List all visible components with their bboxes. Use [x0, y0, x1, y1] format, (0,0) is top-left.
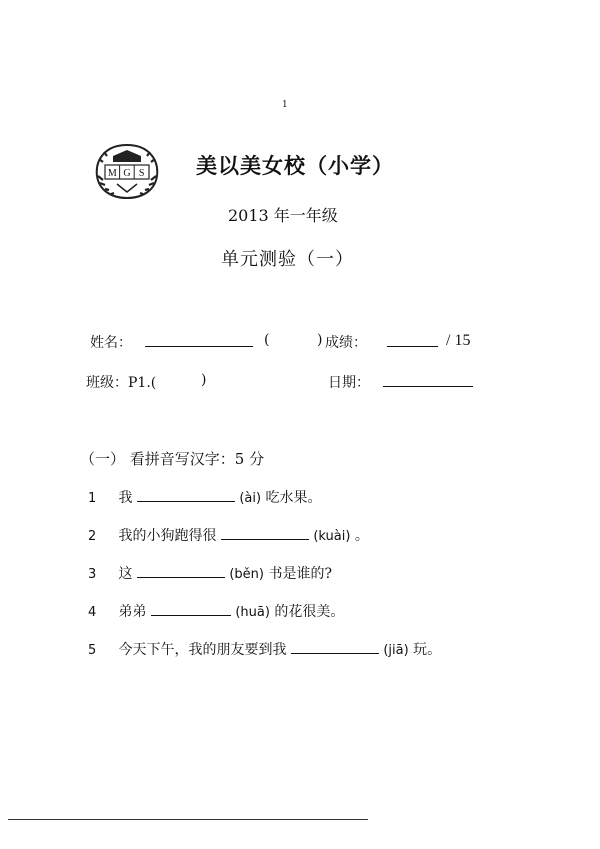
question-text-after: 吃水果。	[265, 490, 322, 506]
question-text-before: 我的小狗跑得很	[118, 528, 217, 544]
date-label: 日期：	[328, 375, 370, 391]
question-text-before: 弟弟	[118, 604, 147, 620]
question-5	[88, 639, 441, 659]
question-text-after: 书是谁的?	[268, 566, 332, 582]
pinyin-hint: (jiā)	[383, 643, 409, 658]
question-number: 5	[88, 643, 97, 658]
class-label: 班级：P1.(	[86, 375, 157, 391]
paren-close: )	[317, 332, 323, 348]
score-field[interactable]	[387, 334, 438, 347]
page-number: 1	[282, 100, 288, 110]
school-name: 美以美女校（小学）	[196, 153, 394, 178]
question-text-before: 今天下午，我的朋友要到我	[118, 642, 287, 658]
answer-blank[interactable]	[221, 527, 309, 540]
pinyin-hint: (ài)	[239, 491, 262, 506]
score-label: 成绩：	[325, 335, 367, 351]
bottom-divider	[8, 819, 368, 820]
pinyin-hint: (kuài)	[313, 529, 351, 544]
svg-text:S: S	[138, 168, 145, 179]
test-title: 单元测验（一）	[221, 249, 354, 270]
answer-blank[interactable]	[137, 565, 225, 578]
question-2	[88, 525, 369, 545]
score-total: / 15	[446, 332, 471, 349]
answer-blank[interactable]	[151, 603, 231, 616]
svg-text:G: G	[123, 168, 131, 179]
question-4	[88, 601, 344, 621]
svg-text:M: M	[107, 168, 117, 179]
question-text-after: 的花很美。	[274, 604, 345, 620]
question-number: 4	[88, 605, 97, 620]
date-field[interactable]	[383, 374, 473, 387]
pinyin-hint: (běn)	[229, 567, 264, 582]
question-text-before: 我	[118, 490, 133, 506]
name-label: 姓名：	[90, 335, 132, 351]
grade-year: 2013 年一年级	[228, 206, 338, 225]
paren-open: (	[264, 332, 270, 348]
question-text-before: 这	[118, 566, 133, 582]
school-logo	[91, 140, 163, 202]
section-title: （一） 看拼音写汉字：5 分	[80, 450, 265, 468]
question-1	[88, 487, 322, 507]
name-field[interactable]	[145, 334, 253, 347]
question-3	[88, 563, 332, 583]
question-number: 2	[88, 529, 97, 544]
question-number: 3	[88, 567, 97, 582]
question-text-after: 玩。	[413, 642, 442, 658]
class-number-field[interactable]	[276, 334, 316, 346]
question-number: 1	[88, 491, 97, 506]
question-text-after: 。	[354, 528, 369, 544]
pinyin-hint: (huā)	[235, 605, 270, 620]
answer-blank[interactable]	[291, 641, 379, 654]
answer-blank[interactable]	[137, 489, 235, 502]
class-field[interactable]	[172, 374, 200, 386]
class-close: )	[201, 372, 207, 388]
